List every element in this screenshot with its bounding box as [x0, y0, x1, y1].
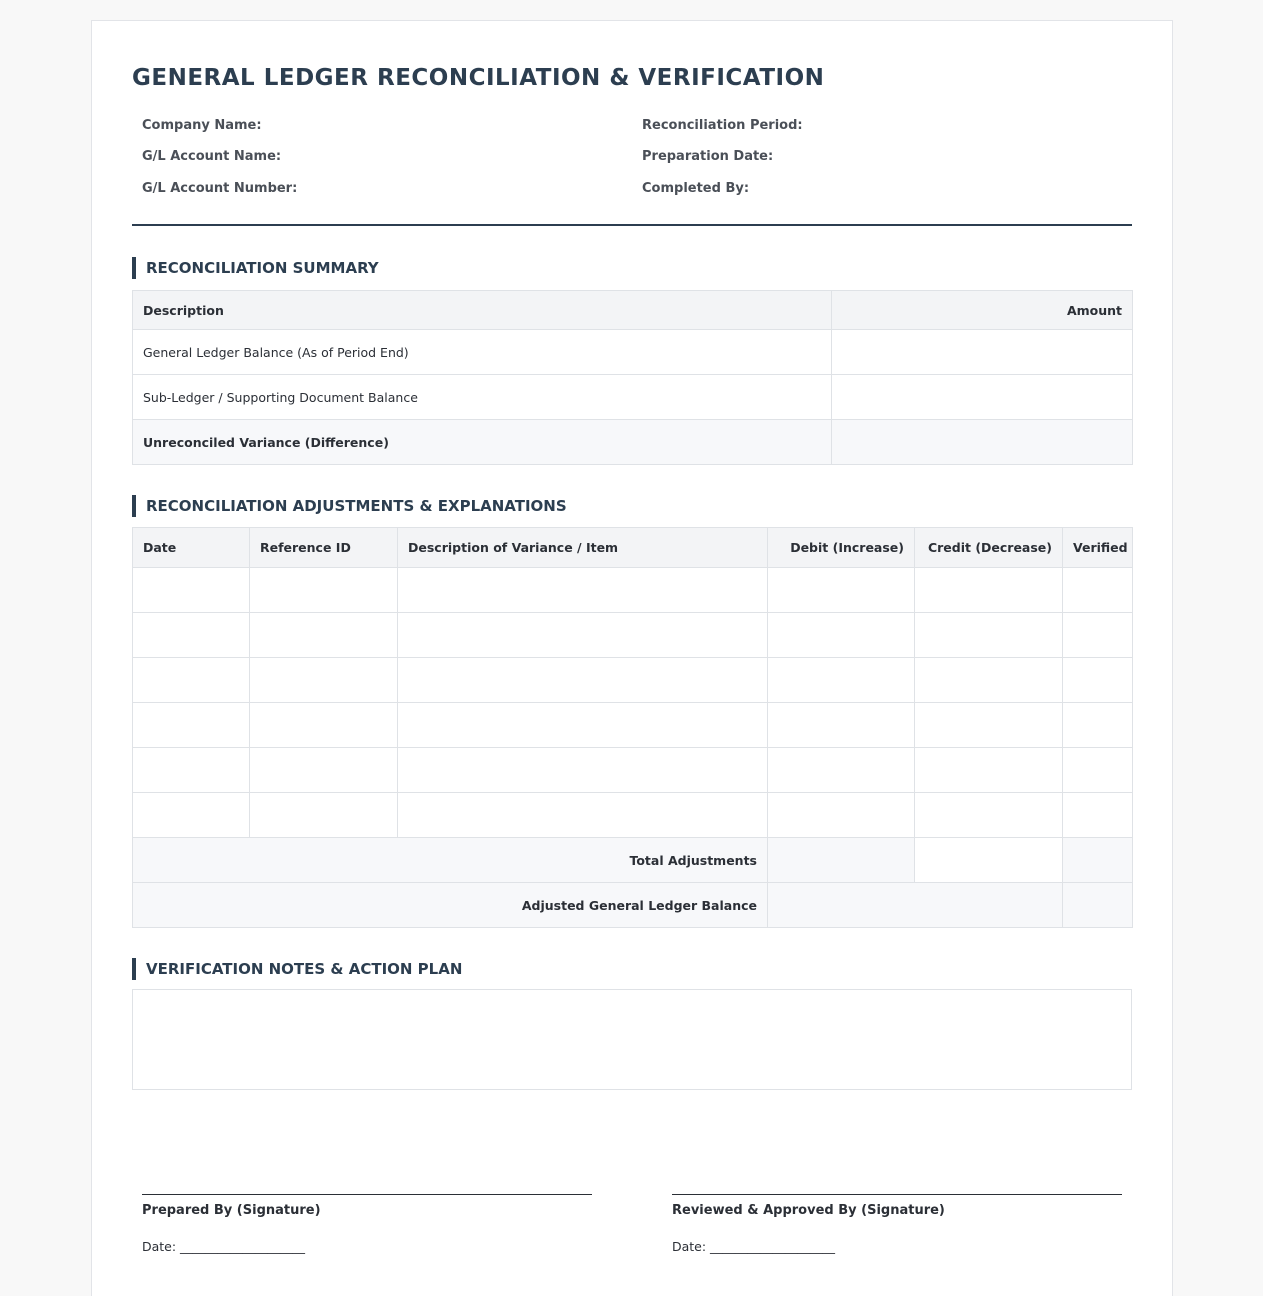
total-adjustments-row: [133, 838, 1133, 883]
description-cell[interactable]: [398, 568, 768, 613]
verified-cell[interactable]: [1063, 568, 1133, 613]
reference-cell[interactable]: [250, 793, 398, 838]
gl-account-name-label: G/L Account Name:: [142, 149, 282, 164]
table-row: [133, 568, 1133, 613]
description-cell[interactable]: [398, 793, 768, 838]
total-credit-cell[interactable]: [915, 838, 1063, 883]
reviewed-date-field[interactable]: Date: ____________________: [672, 1239, 836, 1254]
reference-cell[interactable]: [250, 568, 398, 613]
verified-cell[interactable]: [1063, 793, 1133, 838]
date-cell[interactable]: [133, 568, 250, 613]
debit-cell[interactable]: [768, 748, 915, 793]
adjustments-header-row: [133, 528, 1133, 568]
debit-cell[interactable]: [768, 703, 915, 748]
prepared-signature-line: [142, 1194, 592, 1195]
summary-row: [133, 375, 1133, 420]
credit-cell[interactable]: [915, 568, 1063, 613]
adj-col-description: Description of Variance / Item: [398, 528, 768, 568]
verified-cell[interactable]: [1063, 703, 1133, 748]
adjusted-verified-cell[interactable]: [1063, 883, 1133, 928]
prepared-date-field[interactable]: Date: ____________________: [142, 1239, 306, 1254]
table-row: [133, 613, 1133, 658]
header-divider: [132, 224, 1132, 226]
summary-variance-row: [133, 420, 1133, 465]
credit-cell[interactable]: [915, 748, 1063, 793]
reviewed-by-label: Reviewed & Approved By (Signature): [672, 1203, 945, 1218]
description-cell[interactable]: [398, 613, 768, 658]
verified-cell[interactable]: [1063, 748, 1133, 793]
total-debit-cell[interactable]: [768, 838, 915, 883]
total-adjustments-label: Total Adjustments: [133, 838, 768, 883]
notes-section-heading: VERIFICATION NOTES & ACTION PLAN: [132, 958, 462, 980]
date-cell[interactable]: [133, 658, 250, 703]
description-cell[interactable]: [398, 703, 768, 748]
preparation-date-label: Preparation Date:: [642, 149, 774, 164]
adjustments-table: [132, 527, 1133, 928]
adj-col-debit: Debit (Increase): [768, 528, 915, 568]
adjusted-balance-amount-cell[interactable]: [768, 883, 1063, 928]
date-cell[interactable]: [133, 748, 250, 793]
verified-cell[interactable]: [1063, 658, 1133, 703]
reference-cell[interactable]: [250, 703, 398, 748]
table-row: [133, 703, 1133, 748]
prepared-by-label: Prepared By (Signature): [142, 1203, 321, 1218]
summary-col-amount: Amount: [832, 291, 1133, 330]
summary-row: [133, 330, 1133, 375]
credit-cell[interactable]: [915, 793, 1063, 838]
completed-by-label: Completed By:: [642, 181, 750, 196]
table-row: [133, 658, 1133, 703]
debit-cell[interactable]: [768, 793, 915, 838]
reviewed-signature-line: [672, 1194, 1122, 1195]
debit-cell[interactable]: [768, 658, 915, 703]
summary-amount-cell[interactable]: [832, 375, 1133, 420]
gl-account-number-label: G/L Account Number:: [142, 181, 298, 196]
verified-cell[interactable]: [1063, 613, 1133, 658]
summary-description-cell: Sub-Ledger / Supporting Document Balance: [133, 375, 832, 420]
description-cell[interactable]: [398, 748, 768, 793]
document-page: [91, 20, 1173, 1296]
adjusted-balance-label: Adjusted General Ledger Balance: [133, 883, 768, 928]
adjusted-balance-row: [133, 883, 1133, 928]
date-cell[interactable]: [133, 613, 250, 658]
summary-table: [132, 290, 1133, 465]
reconciliation-period-label: Reconciliation Period:: [642, 118, 803, 133]
summary-section-heading: RECONCILIATION SUMMARY: [132, 257, 379, 279]
adj-col-reference-id: Reference ID: [250, 528, 398, 568]
adj-col-date: Date: [133, 528, 250, 568]
credit-cell[interactable]: [915, 658, 1063, 703]
debit-cell[interactable]: [768, 613, 915, 658]
date-cell[interactable]: [133, 703, 250, 748]
summary-amount-cell[interactable]: [832, 330, 1133, 375]
table-row: [133, 793, 1133, 838]
debit-cell[interactable]: [768, 568, 915, 613]
summary-description-cell: General Ledger Balance (As of Period End): [133, 330, 832, 375]
adjustments-section-heading: RECONCILIATION ADJUSTMENTS & EXPLANATIONS: [132, 495, 567, 517]
date-cell[interactable]: [133, 793, 250, 838]
reference-cell[interactable]: [250, 748, 398, 793]
credit-cell[interactable]: [915, 613, 1063, 658]
credit-cell[interactable]: [915, 703, 1063, 748]
notes-textarea[interactable]: [132, 989, 1132, 1090]
reference-cell[interactable]: [250, 613, 398, 658]
summary-amount-cell[interactable]: [832, 420, 1133, 465]
adj-col-verified: Verified: [1063, 528, 1133, 568]
description-cell[interactable]: [398, 658, 768, 703]
summary-col-description: Description: [133, 291, 832, 330]
company-name-label: Company Name:: [142, 118, 262, 133]
summary-header-row: [133, 291, 1133, 330]
page-title: GENERAL LEDGER RECONCILIATION & VERIFICATION: [132, 65, 825, 91]
reference-cell[interactable]: [250, 658, 398, 703]
total-verified-cell[interactable]: [1063, 838, 1133, 883]
adj-col-credit: Credit (Decrease): [915, 528, 1063, 568]
summary-description-cell: Unreconciled Variance (Difference): [133, 420, 832, 465]
table-row: [133, 748, 1133, 793]
